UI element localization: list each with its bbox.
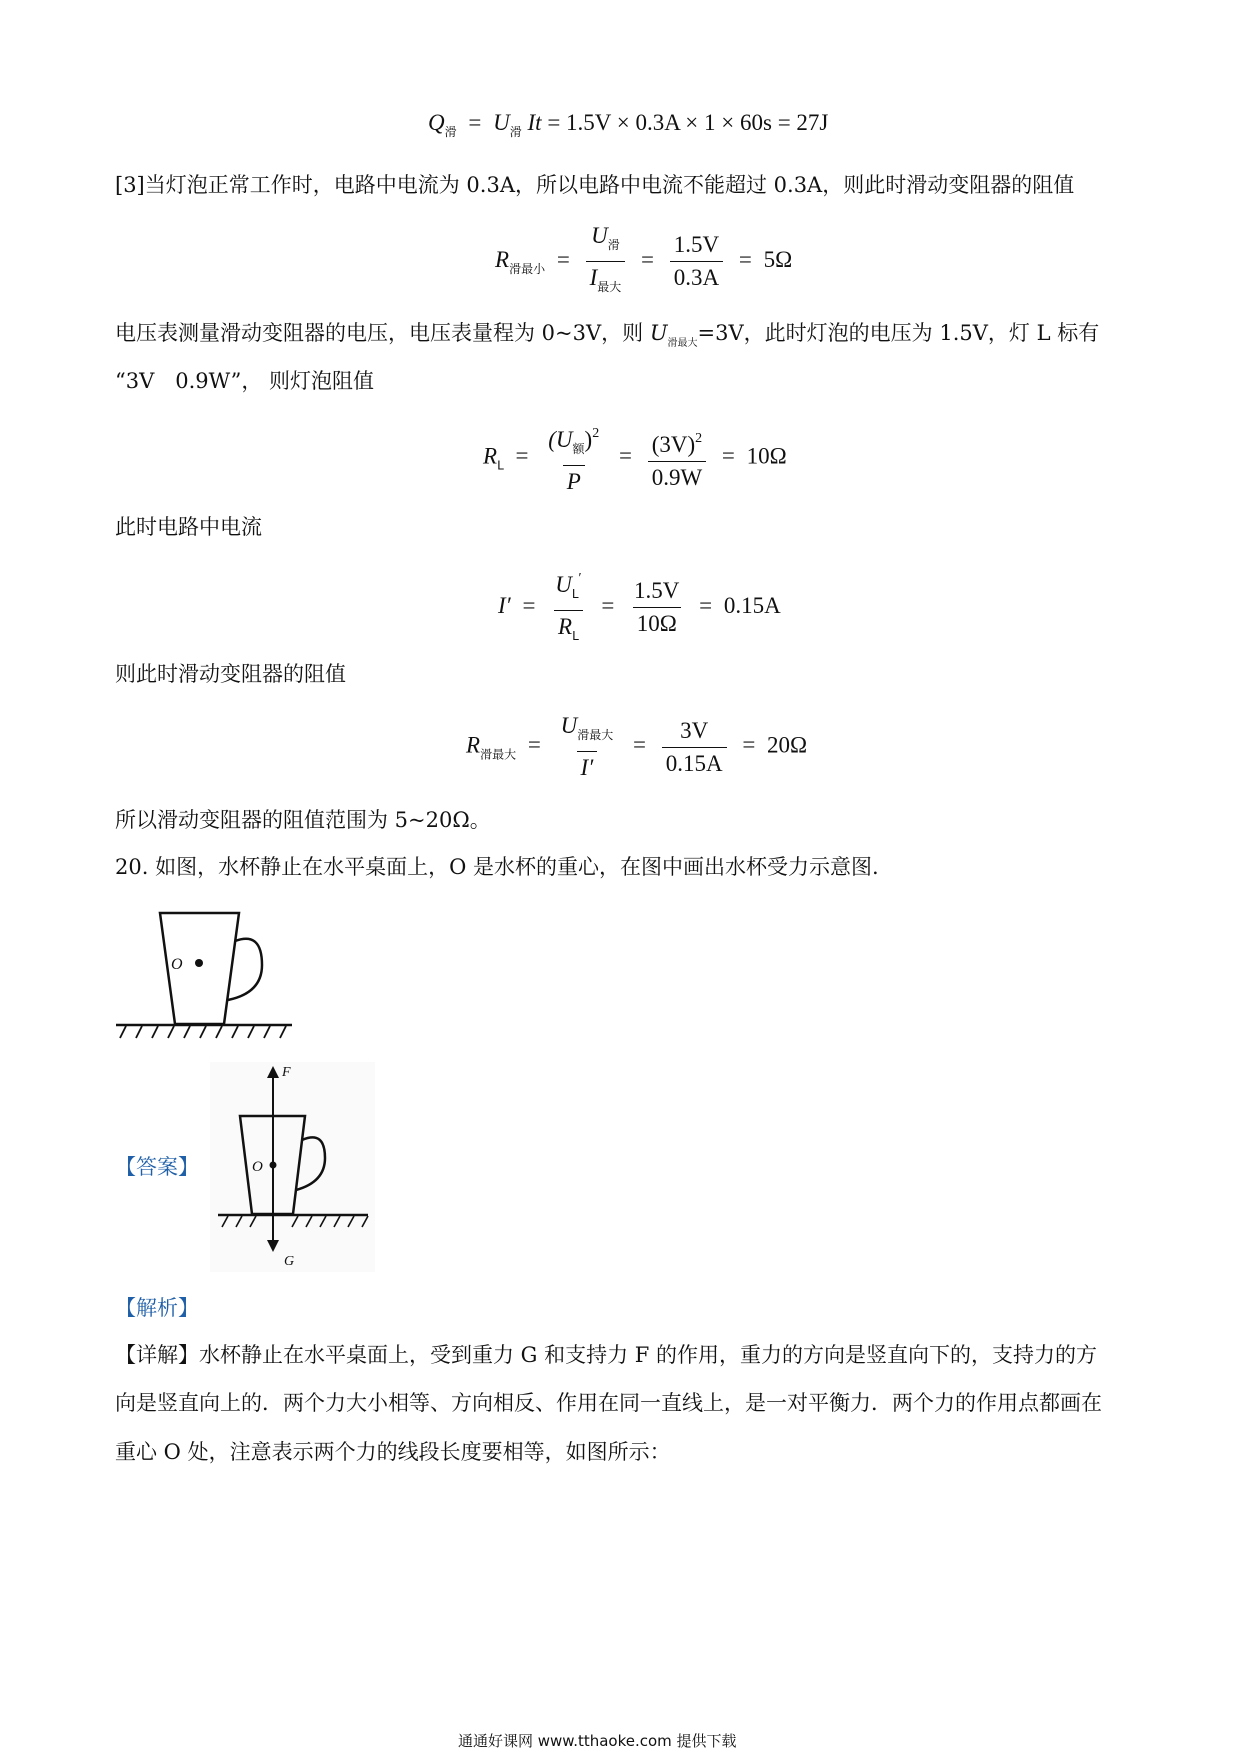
label-f: F bbox=[282, 1065, 291, 1080]
paragraph: 所以滑动变阻器的阻值范围为 5~20Ω。 bbox=[115, 808, 491, 832]
label-o: O bbox=[171, 956, 183, 973]
symbol-u: U bbox=[649, 321, 668, 345]
symbol-i: I′ bbox=[498, 592, 511, 618]
result: 5Ω bbox=[763, 246, 793, 272]
table-hatching bbox=[120, 1026, 286, 1038]
symbol-i: I bbox=[589, 265, 598, 290]
center-of-gravity-dot bbox=[270, 1162, 277, 1169]
subscript: 滑最大 bbox=[480, 747, 517, 762]
formula-heat: $Q_滑 = U_滑$ It = 1.5V × 0.3A × 1 × 60s = 27J bbox=[428, 110, 829, 139]
denominator: P bbox=[563, 465, 585, 496]
formula-i-prime: I′ = $\frac{U_L'}{R_L}$ = $\frac{1.5V}{10\Omega}$ = 0.15A bbox=[498, 565, 781, 650]
denominator: 0.3A bbox=[670, 261, 723, 292]
symbol-u: U bbox=[591, 223, 608, 248]
subscript: 滑 bbox=[444, 125, 457, 139]
center-of-gravity-dot bbox=[195, 959, 203, 967]
symbol-r: R bbox=[466, 732, 481, 758]
paragraph bbox=[115, 318, 1099, 359]
paragraph: 则此时滑动变阻器的阻值 bbox=[115, 662, 346, 686]
result: 20Ω bbox=[767, 732, 808, 758]
subscript: 最大 bbox=[597, 280, 622, 294]
subscript: L bbox=[497, 458, 504, 473]
symbol-it: It bbox=[527, 110, 542, 135]
fraction bbox=[551, 565, 585, 650]
subscript: 滑最大 bbox=[667, 338, 698, 349]
subscript: 滑最小 bbox=[509, 261, 546, 276]
numerator: (3V) bbox=[651, 431, 696, 457]
question-20: 20. 如图，水杯静止在水平桌面上，O 是水杯的重心，在图中画出水杯受力示意图. bbox=[115, 855, 879, 879]
formula-r-min: $R_{滑最小}$ = $\frac{U_滑}{I_{最大}}$ = $\frac{1.5V}{0.3A}$ = 5Ω bbox=[495, 222, 792, 301]
answer-label: 【答案】 bbox=[115, 1155, 199, 1179]
exponent: 2 bbox=[592, 426, 600, 441]
page-footer: 通通好课网 www.tthaoke.com 提供下载 bbox=[458, 1732, 737, 1750]
denominator: 10Ω bbox=[633, 607, 681, 638]
symbol-r: R bbox=[495, 246, 510, 272]
text: 电压表测量滑动变阻器的电压，电压表量程为 0~3V，则 bbox=[115, 321, 644, 345]
symbol-r: R bbox=[558, 614, 573, 639]
subscript: L bbox=[571, 587, 579, 601]
fraction bbox=[630, 577, 683, 638]
formula-r-l: $R_L$ = $\frac{(U_额)^2}{P}$ = $\frac{(3V)^2}{0.9W}$ = 10Ω bbox=[483, 420, 787, 496]
denominator: 0.15A bbox=[662, 747, 727, 778]
paragraph: [3]当灯泡正常工作时，电路中电流为 0.3A，所以电路中电流不能超过 0.3A，则此时滑动变阻器的阻值 bbox=[115, 173, 1075, 197]
paragraph: “3V 0.9W”， 则灯泡阻值 bbox=[115, 369, 375, 393]
answer-force-figure bbox=[210, 1062, 375, 1272]
paragraph: 此时电路中电流 bbox=[115, 515, 262, 539]
detail-line-3: 重心 O 处，注意表示两个力的线段长度要相等，如图所示： bbox=[115, 1440, 671, 1464]
numerator: 3V bbox=[680, 717, 709, 743]
subscript: 滑 bbox=[509, 125, 522, 139]
subscript: 滑最大 bbox=[577, 728, 614, 742]
fraction bbox=[670, 231, 723, 292]
result: 10Ω bbox=[746, 443, 787, 469]
paren: ) bbox=[584, 427, 593, 452]
denominator: I′ bbox=[577, 751, 598, 782]
text: =3V，此时灯泡的电压为 1.5V，灯 L 标有 bbox=[697, 321, 1100, 345]
result: 0.15A bbox=[723, 592, 781, 618]
fraction bbox=[557, 712, 618, 782]
fraction bbox=[648, 425, 706, 492]
detail-line-1: 【详解】水杯静止在水平桌面上，受到重力 G 和支持力 F 的作用，重力的方向是竖直向下的，支持力的方 bbox=[115, 1343, 1098, 1367]
formula-r-max: $R_{滑最大}$ = $\frac{U_{滑最大}}{I'}$ = $\frac{3V}{0.15A}$ = 20Ω bbox=[466, 713, 808, 780]
symbol-q: Q bbox=[428, 110, 445, 135]
numerator: 1.5V bbox=[673, 232, 720, 257]
symbol-r: R bbox=[483, 443, 498, 469]
symbol-u: U bbox=[493, 110, 510, 135]
detail-line-2: 向是竖直向上的．两个力大小相等、方向相反、作用在同一直线上，是一对平衡力．两个力的作用点都画在 bbox=[115, 1391, 1102, 1415]
symbol-u: U bbox=[560, 713, 578, 738]
subscript: 滑 bbox=[607, 238, 620, 252]
numerator: 1.5V bbox=[634, 578, 680, 603]
analysis-label: 【解析】 bbox=[115, 1296, 199, 1320]
fraction bbox=[586, 222, 626, 301]
symbol-u: U bbox=[555, 572, 572, 597]
label-g: G bbox=[284, 1254, 295, 1269]
fraction bbox=[662, 717, 727, 778]
cup-figure bbox=[112, 905, 302, 1045]
subscript: L bbox=[572, 629, 579, 643]
numerator: (U bbox=[548, 427, 573, 452]
formula-rhs: = 1.5V × 0.3A × 1 × 60s = 27J bbox=[547, 110, 829, 135]
prime: ′ bbox=[578, 571, 582, 586]
exponent: 2 bbox=[695, 430, 703, 446]
subscript: 额 bbox=[572, 442, 585, 456]
fraction bbox=[544, 420, 603, 496]
label-o: O bbox=[252, 1159, 263, 1175]
denominator: 0.9W bbox=[648, 461, 706, 492]
